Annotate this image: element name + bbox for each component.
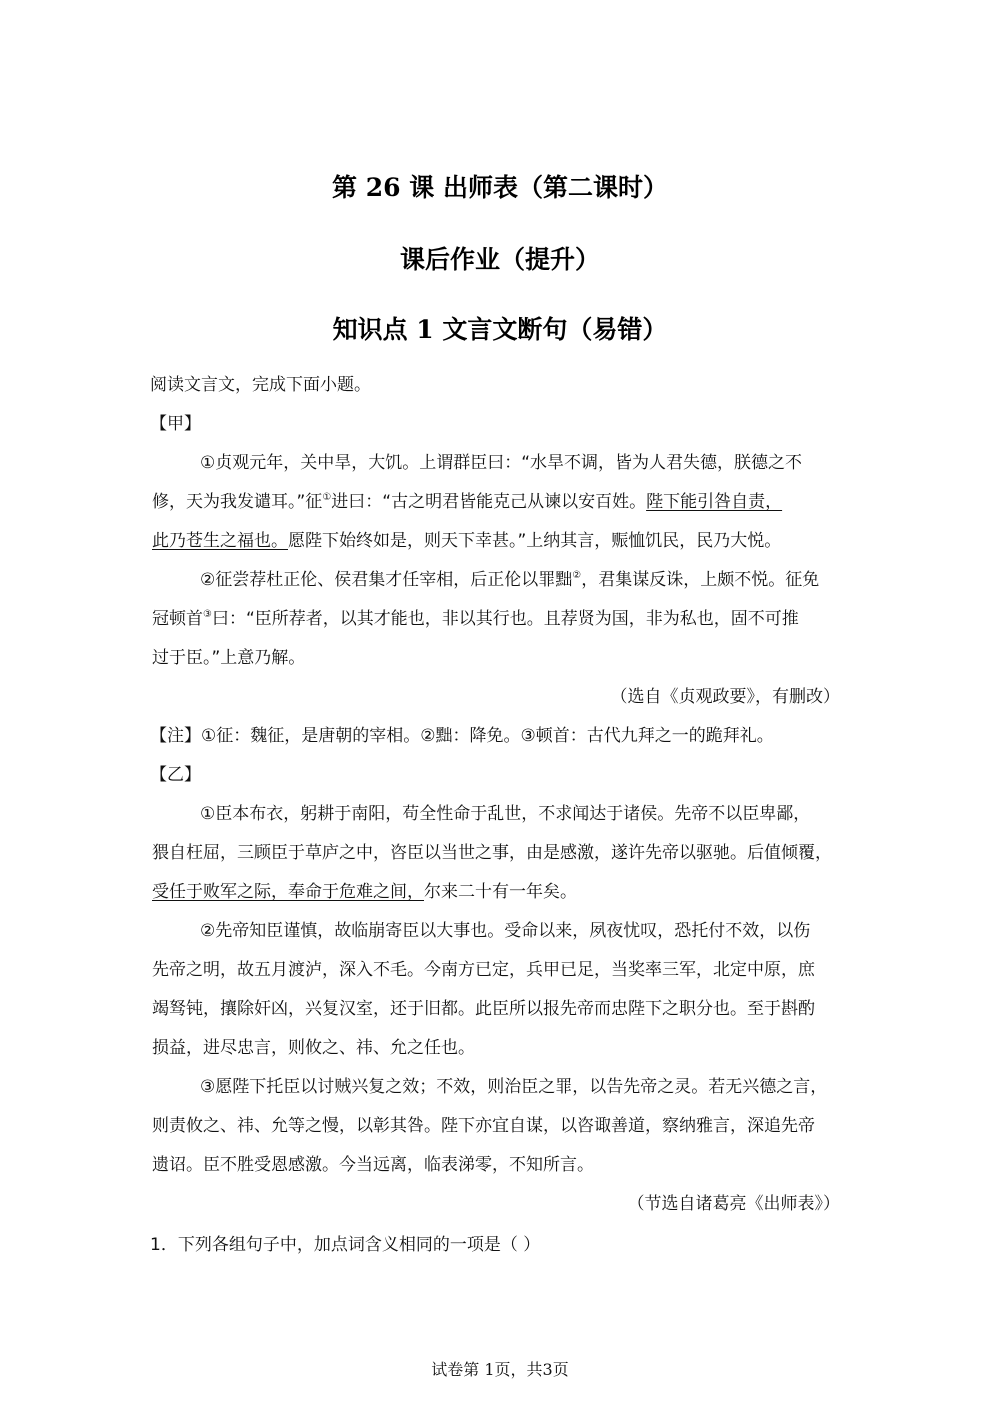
jia-p1-line3: 此乃苍生之福也。愿陛下始终如是，则天下幸甚。”上纳其言，赈恤饥民，民乃大悦。: [152, 531, 782, 551]
yi-p3-line3: 遗诏。臣不胜受恩感激。今当远离，临表涕零，不知所言。: [152, 1155, 594, 1175]
page-footer: 试卷第 1页，共3页: [431, 1360, 569, 1379]
jia-p2-line2: 冠顿首③曰：“臣所荐者，以其才能也，非以其行也。且荐贤为国，非为私也，固不可推: [152, 609, 799, 629]
yi-p1-line2: 猥自枉屈，三顾臣于草庐之中，咨臣以当世之事，由是感激，遂许先帝以驱驰。后值倾覆，: [152, 843, 832, 863]
section-title: 知识点 1 文言文断句（易错）: [332, 315, 668, 344]
page-title: 第 26 课 出师表（第二课时）: [332, 173, 668, 202]
page-subtitle: 课后作业（提升）: [399, 245, 600, 274]
yi-p1-line1: ①臣本布衣，躬耕于南阳，苟全性命于乱世，不求闻达于诸侯。先帝不以臣卑鄙，: [200, 804, 811, 824]
passage-yi-label: 【乙】: [150, 765, 201, 785]
yi-p2-line3: 竭驽钝，攘除奸凶，兴复汉室，还于旧都。此臣所以报先帝而忠陛下之职分也。至于斟酌: [152, 999, 815, 1019]
jia-p2-line3: 过于臣。”上意乃解。: [152, 648, 306, 668]
yi-p2-line4: 损益，进尽忠言，则攸之、祎、允之任也。: [152, 1038, 475, 1058]
yi-p3-line1: ③愿陛下托臣以讨贼兴复之效；不效，则治臣之罪，以告先帝之灵。若无兴德之言，: [200, 1077, 828, 1097]
footnote-ref-3: ③: [203, 609, 212, 620]
question-1: 1．下列各组句子中，加点词含义相同的一项是（ ）: [150, 1235, 541, 1255]
yi-p1-line3: 受任于败军之际，奉命于危难之间，尔来二十有一年矣。: [152, 882, 577, 902]
footnote-ref-1: ①: [322, 492, 332, 503]
yi-source: （节选自诸葛亮《出师表》）: [627, 1194, 840, 1214]
jia-p1-line1: ①贞观元年，关中旱，大饥。上谓群臣曰：“水旱不调，皆为人君失德，朕德之不: [200, 453, 803, 473]
jia-p1-line2: 修，天为我发谴耳。”征①进曰：“古之明君皆能克己从谏以安百姓。陛下能引咎自责，: [152, 492, 783, 512]
yi-p2-line1: ②先帝知臣谨慎，故临崩寄臣以大事也。受命以来，夙夜忧叹，恐托付不效，以伤: [200, 921, 811, 941]
passage-jia-label: 【甲】: [150, 414, 201, 434]
underlined-sentence-jia-cont: 此乃苍生之福也。: [152, 531, 288, 551]
underlined-sentence-jia: 陛下能引咎自责，: [646, 492, 783, 512]
jia-p2-line1: ②征尝荐杜正伦、侯君集才任宰相，后正伦以罪黜②，君集谋反诛，上颇不悦。征免: [200, 570, 820, 590]
intro-text: 阅读文言文，完成下面小题。: [150, 375, 371, 395]
yi-p2-line2: 先帝之明，故五月渡泸，深入不毛。今南方已定，兵甲已足，当奖率三军，北定中原，庶: [152, 960, 815, 980]
yi-p3-line2: 则责攸之、祎、允等之慢，以彰其咎。陛下亦宜自谋，以咨诹善道，察纳雅言，深追先帝: [152, 1116, 815, 1136]
jia-notes: 【注】①征：魏征，是唐朝的宰相。②黜：降免。③顿首：古代九拜之一的跪拜礼。: [150, 726, 774, 746]
jia-source: （选自《贞观政要》，有删改）: [610, 687, 840, 707]
footnote-ref-2: ②: [572, 570, 582, 581]
underlined-sentence-yi: 受任于败军之际，奉命于危难之间，: [152, 882, 424, 902]
